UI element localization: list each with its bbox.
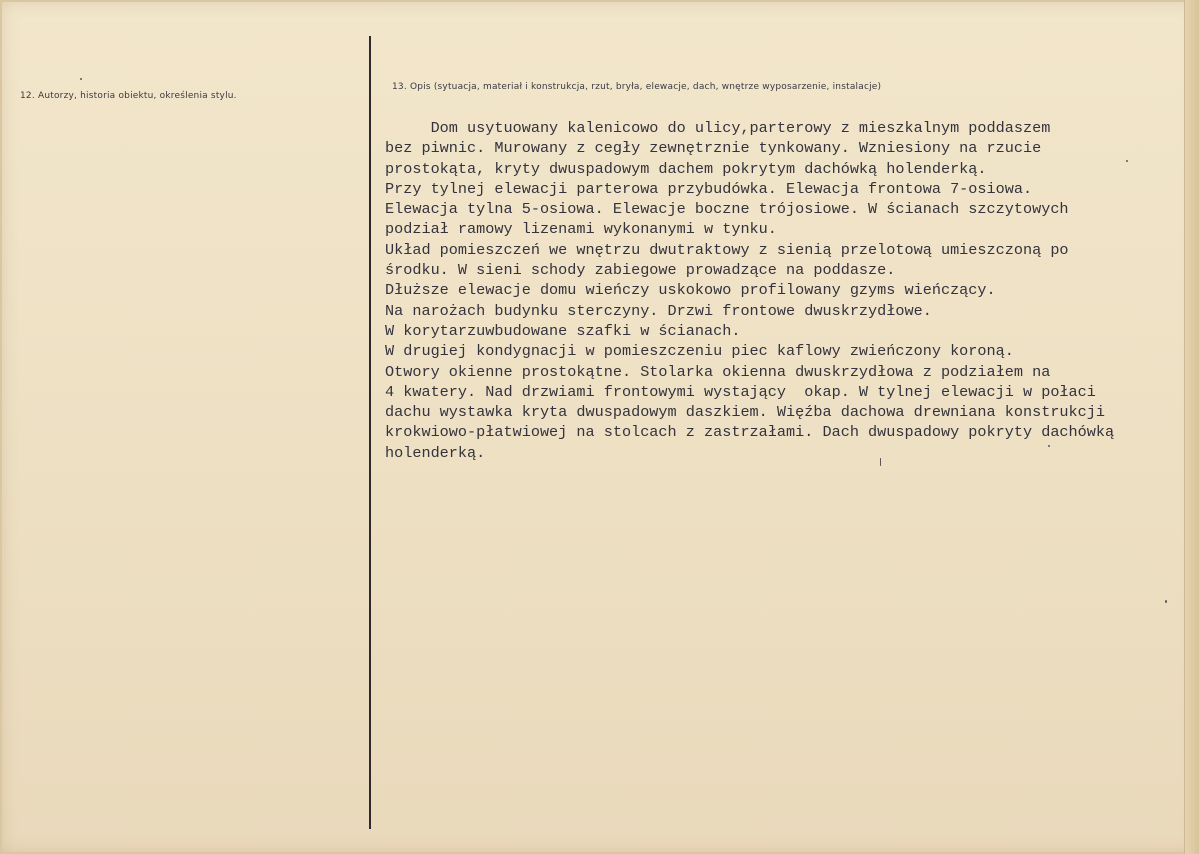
- text-line: środku. W sieni schody zabiegowe prowadzące na poddasze.: [385, 261, 896, 280]
- text-line: krokwiowo-płatwiowej na stolcach z zastrzałami. Dach dwuspadowy pokryty dachówką: [385, 423, 1115, 442]
- field-12-label: 12. Autorzy, historia obiektu, określenia stylu.: [20, 91, 237, 101]
- field-13-label: 13. Opis (sytuacja, materiał i konstrukcja, rzut, bryła, elewacje, dach, wnętrze wyposarzenie, instalacje): [392, 82, 882, 92]
- text-line: W drugiej kondygnacji w pomieszczeniu piec kaflowy zwieńczony koroną.: [385, 342, 1014, 361]
- text-line: 4 kwatery. Nad drzwiami frontowymi wystający okap. W tylnej elewacji w połaci: [385, 382, 1096, 401]
- paper-speck: [1048, 445, 1050, 447]
- paper-speck: [1126, 160, 1128, 162]
- text-line: holenderką.: [385, 443, 486, 462]
- text-line: Przy tylnej elewacji parterowa przybudówka. Elewacja frontowa 7-osiowa.: [385, 179, 1033, 198]
- paper-speck: [880, 458, 881, 466]
- text-line: prostokąta, kryty dwuspadowym dachem pokrytym dachówką holenderką.: [385, 159, 987, 178]
- column-divider: [369, 36, 371, 829]
- text-line: Otwory okienne prostokątne. Stolarka okienna dwuskrzydłowa z podziałem na: [385, 362, 1051, 381]
- description-text: [385, 118, 1185, 463]
- text-line: Dłuższe elewacje domu wieńczy uskokowo profilowany gzyms wieńczący.: [385, 281, 996, 300]
- card-edge: [1184, 0, 1199, 854]
- text-line: Dom usytuowany kalenicowo do ulicy,parterowy z mieszkalnym poddaszem: [385, 119, 1051, 137]
- text-line: bez piwnic. Murowany z cegły zewnętrznie tynkowany. Wzniesiony na rzucie: [385, 139, 1042, 158]
- text-line: podział ramowy lizenami wykonanymi w tynku.: [385, 220, 777, 239]
- text-line: W korytarzuwbudowane szafki w ścianach.: [385, 321, 741, 340]
- paper-speck: [1165, 600, 1167, 603]
- text-line: Układ pomieszczeń we wnętrzu dwutraktowy z sienią przelotową umieszczoną po: [385, 240, 1069, 259]
- paper-speck: [80, 78, 82, 80]
- text-line: Na narożach budynku sterczyny. Drzwi frontowe dwuskrzydłowe.: [385, 301, 932, 320]
- text-line: dachu wystawka kryta dwuspadowym daszkiem. Więźba dachowa drewniana konstrukcji: [385, 403, 1106, 422]
- text-line: Elewacja tylna 5-osiowa. Elewacje boczne trójosiowe. W ścianach szczytowych: [385, 200, 1069, 219]
